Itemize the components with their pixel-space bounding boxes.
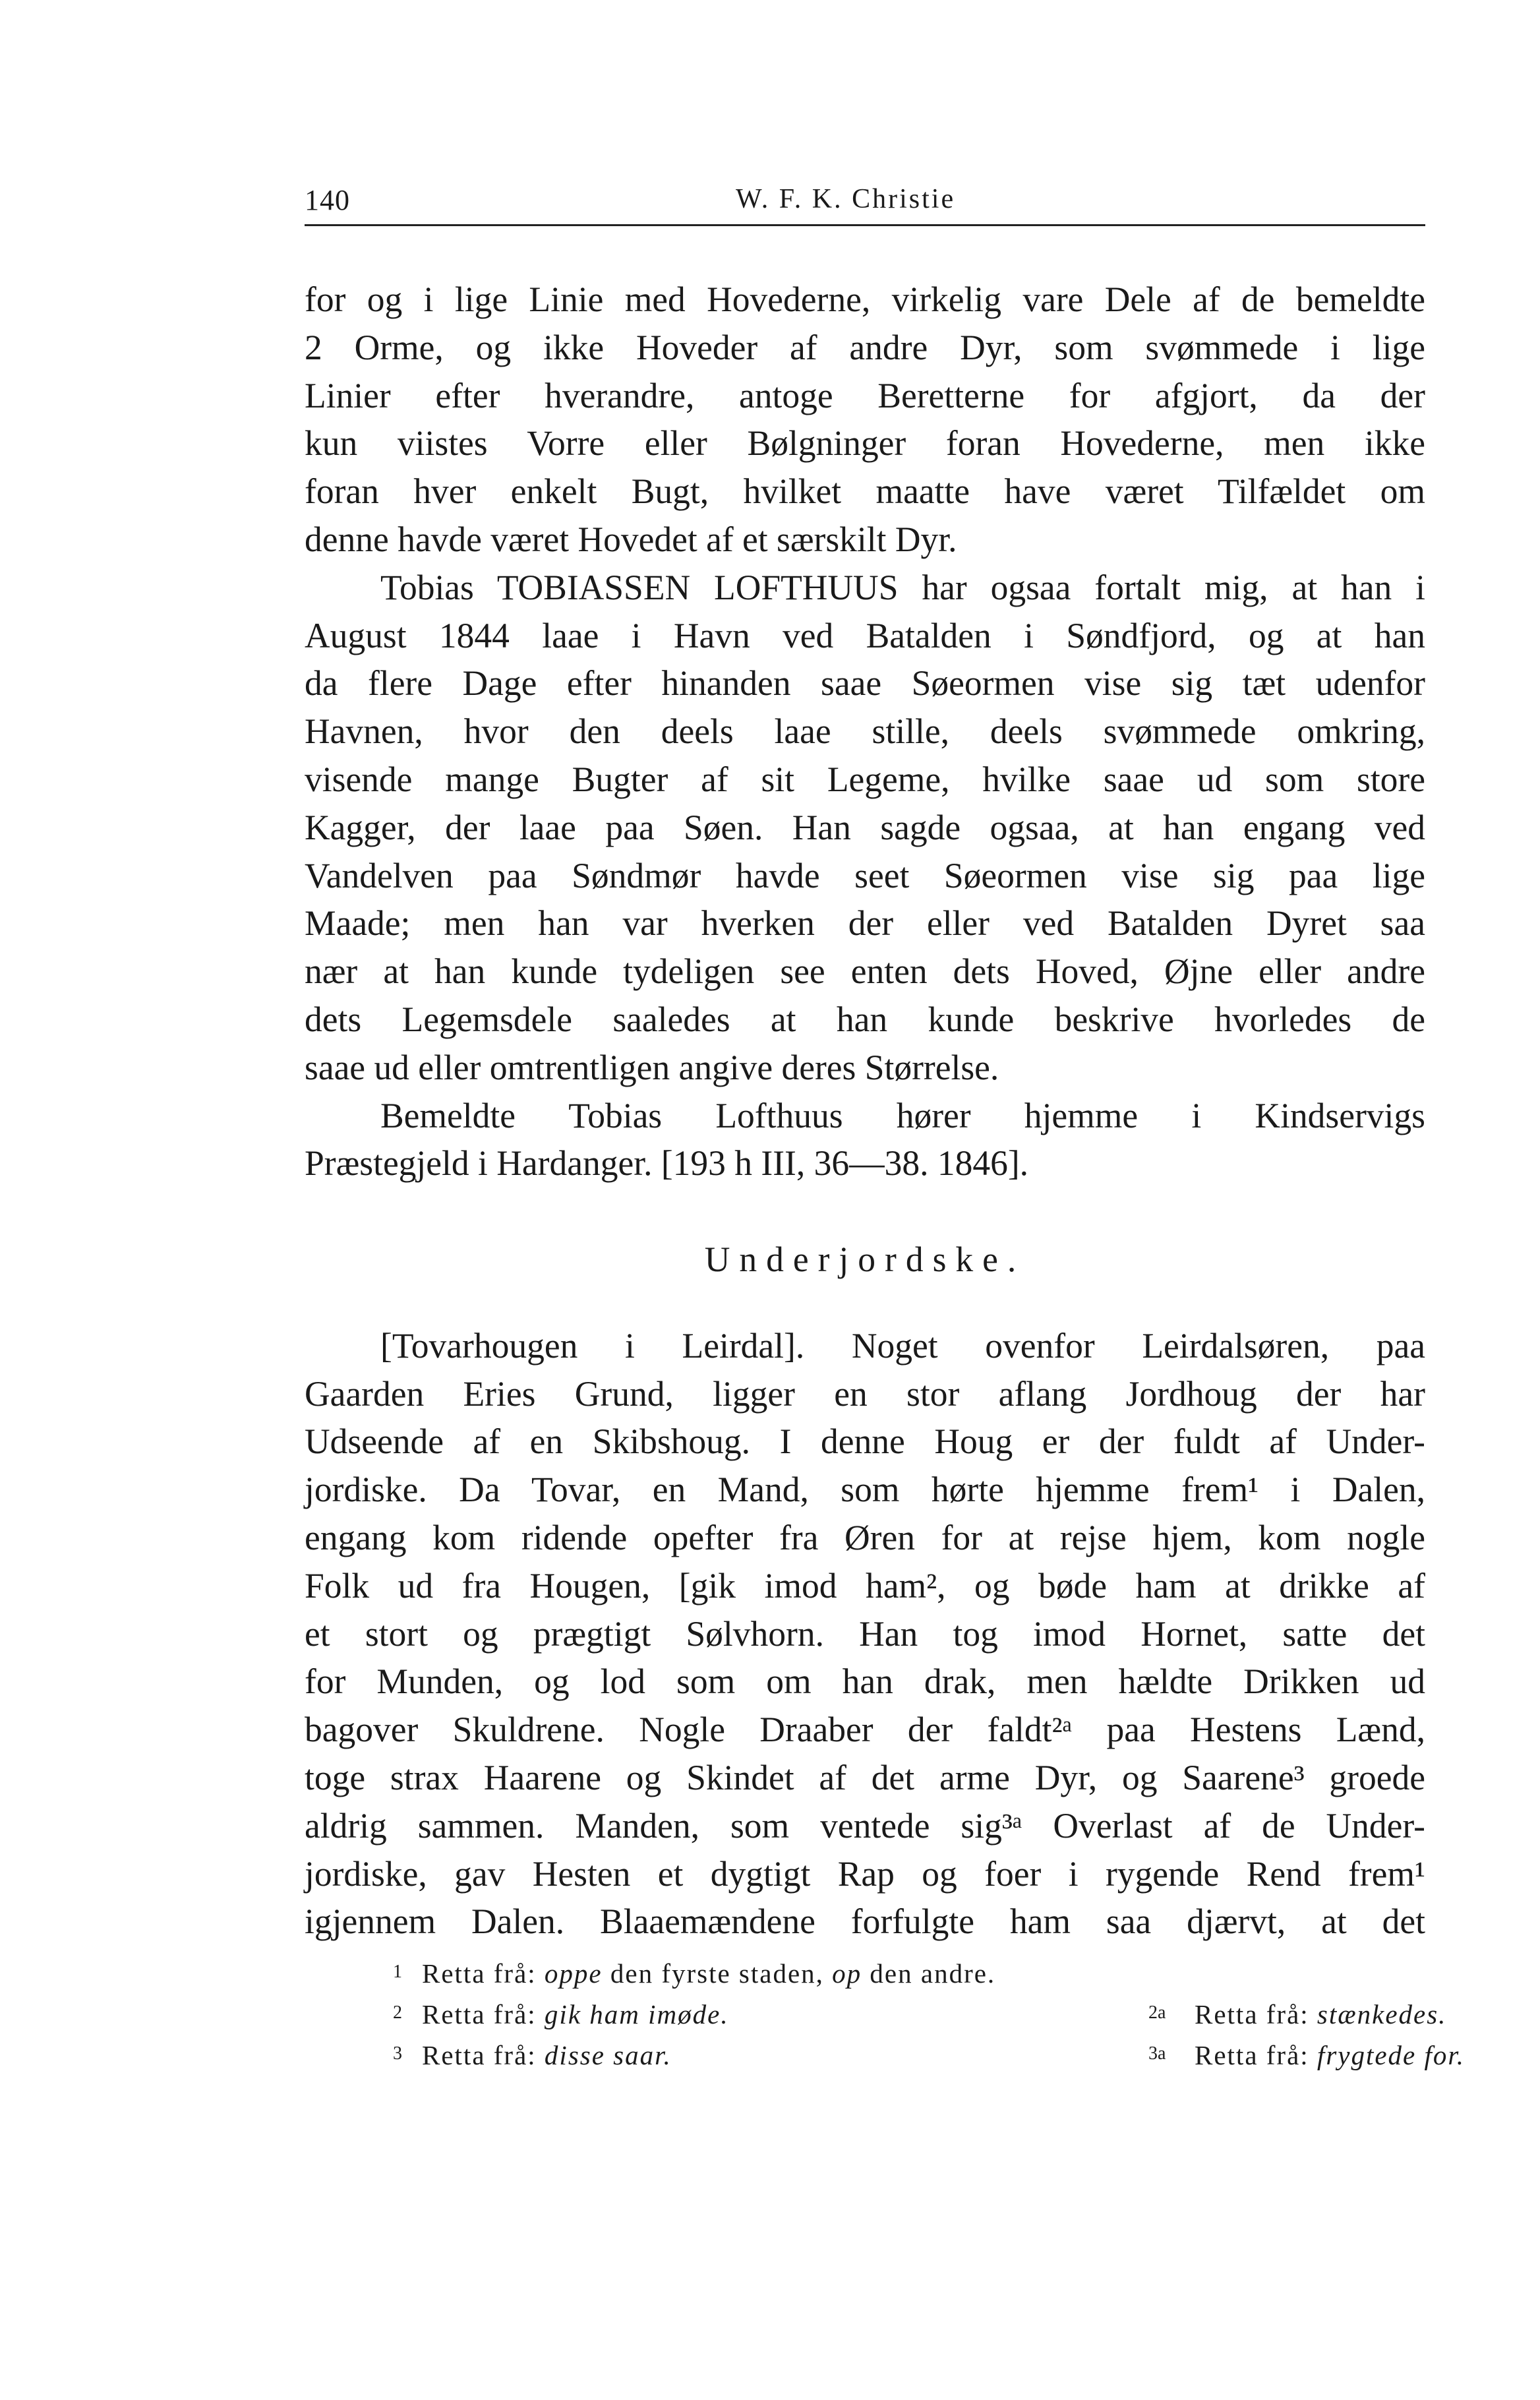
footnote-marker: 3: [393, 2043, 402, 2064]
text-line: [305, 1187, 1425, 1236]
footnote-marker: 3a: [1148, 2043, 1166, 2064]
text-line: bagover Skuldrene. Nogle Draaber der faldt²ᵃ paa Hestens Lænd,: [305, 1710, 1425, 1750]
text-line: visende mange Bugter af sit Legeme, hvilke saae ud som store: [305, 759, 1425, 799]
footnote-text: Retta frå: stænkedes.: [1195, 1999, 1447, 2029]
footnote-line: [305, 2035, 1466, 2076]
text-line: Havnen, hvor den deels laae stille, deels svømmede omkring,: [305, 711, 1425, 752]
text-line: for og i lige Linie med Hovederne, virkelig vare Dele af de bemeldte: [305, 280, 1425, 319]
footnote-line: [305, 1953, 1425, 1994]
text-line: saae ud eller omtrentligen angive deres Størrelse.: [305, 1047, 999, 1087]
header-rule: [305, 224, 1425, 226]
text-line: [Tovarhougen i Leirdal]. Noget ovenfor Leirdalsøren, paa: [380, 1325, 1425, 1365]
page-number: 140: [305, 184, 350, 216]
footnote-text: Retta frå: oppe den fyrste staden, op den andre.: [422, 1958, 996, 1989]
text-line: et stort og prægtigt Sølvhorn. Han tog imod Hornet, satte det: [305, 1613, 1425, 1654]
text-line: da flere Dage efter hinanden saae Søeormen vise sig tæt udenfor: [305, 663, 1425, 704]
text-line: engang kom ridende opefter fra Øren for at rejse hjem, kom nogle: [305, 1517, 1425, 1557]
page-header: [305, 183, 1425, 231]
text-line: jordiske, gav Hesten et dygtigt Rap og foer i rygende Rend frem¹: [305, 1853, 1425, 1894]
running-head: W. F. K. Christie: [736, 184, 956, 214]
text-line: for Munden, og lod som om han drak, men hældte Drikken ud: [305, 1662, 1425, 1702]
text-line: Udseende af en Skibshoug. I denne Houg er der fuldt af Under-: [305, 1422, 1425, 1462]
text-line: Linier efter hverandre, antoge Beretterne for afgjort, da der: [305, 375, 1425, 415]
text-line: kun viistes Vorre eller Bølgninger foran Hovederne, men ikke: [305, 423, 1425, 464]
text-line: jordiske. Da Tovar, en Mand, som hørte hjemme frem¹ i Dalen,: [305, 1470, 1425, 1510]
text-line: denne havde været Hovedet af et særskilt Dyr.: [305, 519, 957, 559]
text-line: 2 Orme, og ikke Hoveder af andre Dyr, som svømmede i lige: [305, 327, 1425, 367]
footnotes: [305, 1953, 1466, 2076]
text-line: Kagger, der laae paa Søen. Han sagde ogsaa, at han engang ved: [305, 807, 1425, 847]
text-line: Folk ud fra Hougen, [gik imod ham², og bøde ham at drikke af: [305, 1565, 1425, 1605]
text-line: igjennem Dalen. Blaaemændene forfulgte ham saa djærvt, at det: [305, 1902, 1425, 1942]
footnote-marker: 2: [393, 2002, 402, 2023]
text-line: Bemeldte Tobias Lofthuus hører hjemme i Kindservigs: [380, 1095, 1425, 1135]
text-line: aldrig sammen. Manden, som ventede sig³ᵃ Overlast af de Under-: [305, 1805, 1425, 1845]
text-line: Vandelven paa Søndmør havde seet Søeormen vise sig paa lige: [305, 855, 1425, 895]
text-line: August 1844 laae i Havn ved Batalden i Søndfjord, og at han: [305, 615, 1425, 655]
text-line: Tobias TOBIASSEN LOFTHUUS har ogsaa fortalt mig, at han i: [380, 567, 1425, 607]
footnote-text: Retta frå: gik ham imøde.: [422, 1999, 729, 2029]
text-line: Gaarden Eries Grund, ligger en stor aflang Jordhoug der har: [305, 1373, 1425, 1414]
footnote-line: [305, 1994, 1447, 2035]
text-line: [305, 1284, 1425, 1322]
text-line: Maade; men han var hverken der eller ved Batalden Dyret saa: [305, 903, 1425, 944]
section-heading: Underjordske.: [704, 1239, 1026, 1279]
footnote-text: Retta frå: disse saar.: [422, 2040, 672, 2070]
body-text: [305, 276, 1425, 1946]
text-line: dets Legemsdele saaledes at han kunde beskrive hvorledes de: [305, 999, 1425, 1039]
footnote-text: Retta frå: frygtede for.: [1195, 2040, 1466, 2070]
text-line: nær at han kunde tydeligen see enten dets Hoved, Øjne eller andre: [305, 951, 1425, 992]
text-line: Præstegjeld i Hardanger. [193 h III, 36—38. 1846].: [305, 1143, 1029, 1184]
footnote-marker: 2a: [1148, 2002, 1166, 2023]
text-line: toge strax Haarene og Skindet af det arme Dyr, og Saarene³ groede: [305, 1757, 1425, 1797]
text-line: foran hver enkelt Bugt, hvilket maatte have været Tilfældet om: [305, 471, 1425, 512]
footnote-marker: 1: [393, 1962, 402, 1982]
